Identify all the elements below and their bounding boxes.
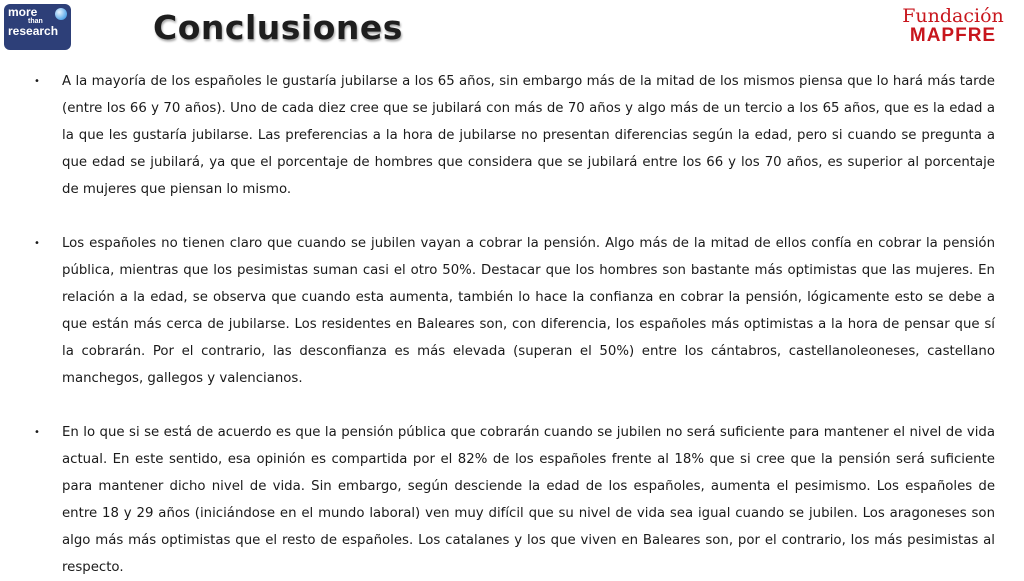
bullet-icon: •: [34, 76, 40, 87]
list-item: [34, 230, 995, 392]
bullet-icon: •: [34, 427, 40, 438]
conclusions-list: [34, 68, 995, 581]
logo-text-research: research: [8, 24, 59, 38]
more-than-research-logo: [4, 4, 71, 50]
bullet-icon: •: [34, 238, 40, 249]
page-title: Conclusiones: [153, 8, 403, 47]
list-item: [34, 419, 995, 581]
logo-text-more: more: [8, 5, 38, 19]
list-item-text: Los españoles no tienen claro que cuando se jubilen vayan a cobrar la pensión. Algo más de la mitad de ellos confía en cobrar la pensión pública, mientras que los pesimistas suman casi el otro 50%. Destacar que los hombres son bastante más optimistas que las mujeres. En relación a la edad, se observa que cuando esta aumenta, también lo hace la confianza en cobrar la pensión, lógicamente esto se debe a que están más cerca de jubilarse. Los residentes en Baleares son, con diferencia, los españoles más optimistas a la hora de pensar que sí la cobrarán. Por el contrario, las desconfianza es más elevada (superan el 50%) entre los cántabros, castellanoleoneses, castellano manchegos, gallegos y valencianos.: [62, 236, 995, 386]
logo-text-fundacion: Fundación: [902, 5, 1004, 27]
list-item-text: En lo que si se está de acuerdo es que la pensión pública que cobrarán cuando se jubilen no será suficiente para mantener el nivel de vida actual. En este sentido, esa opinión es compartida por el 82% de los españoles frente al 18% que si cree que la pensión será suficiente para mantener dicho nivel de vida. Sin embargo, según desciende la edad de los españoles, aumenta el pesimismo. Los españoles de entre 18 y 29 años (iniciándose en el mundo laboral) ven muy difícil que su nivel de vida sea igual cuando se jubilen. Los aragoneses son algo más más optimistas que el resto de españoles. Los catalanes y los que viven en Baleares son, por el contrario, los más pesimistas al respecto.: [62, 425, 995, 575]
fundacion-mapfre-logo: [894, 6, 1012, 46]
speech-bubble-icon: [55, 8, 67, 20]
logo-text-than: than: [28, 18, 43, 25]
list-item-text: A la mayoría de los españoles le gustaría jubilarse a los 65 años, sin embargo más de la mitad de los mismos piensa que lo hará más tarde (entre los 66 y 70 años). Uno de cada diez cree que se jubilará con más de 70 años y algo más de un tercio a los 65 años, que es la edad a la que les gustaría jubilarse. Las preferencias a la hora de jubilarse no presentan diferencias según la edad, pero si cuando se pregunta a que edad se jubilará, ya que el porcentaje de hombres que considera que se jubilará entre los 66 y los 70 años, es superior al porcentaje de mujeres que piensan lo mismo.: [62, 74, 995, 197]
list-item: [34, 68, 995, 203]
logo-text-mapfre: MAPFRE: [909, 25, 997, 46]
